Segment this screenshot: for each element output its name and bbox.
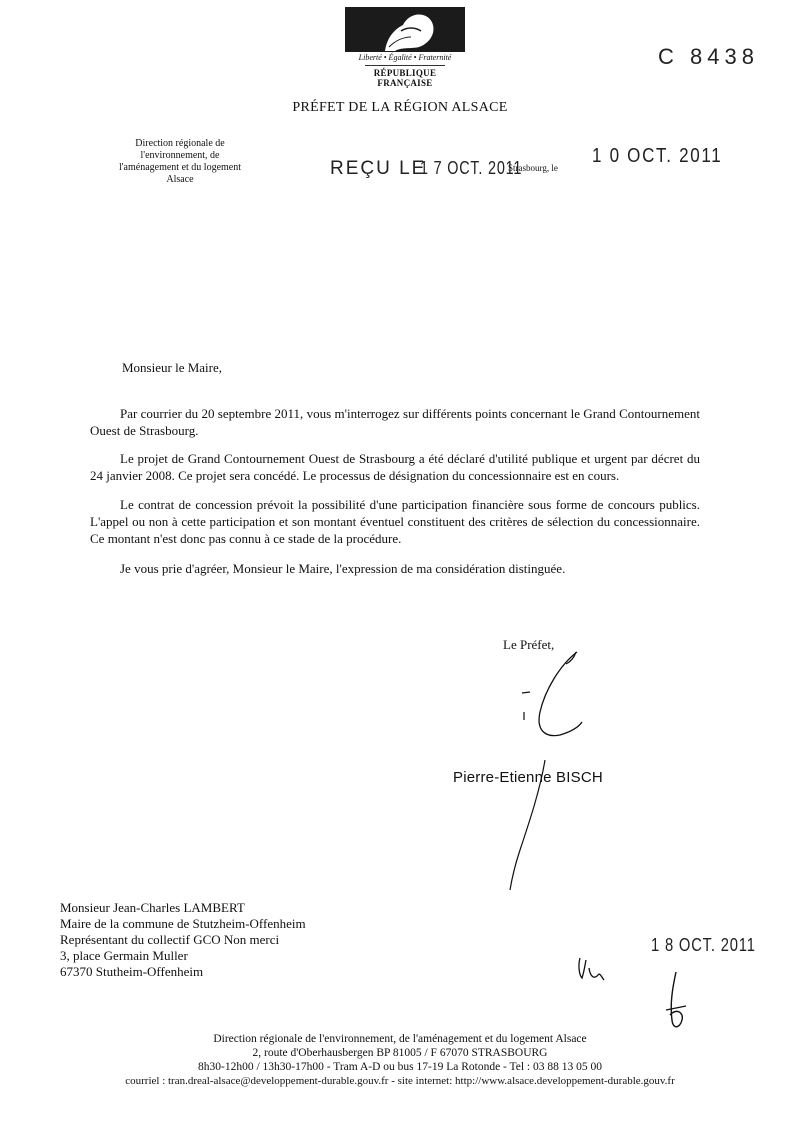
- footer-line: courriel : tran.dreal-alsace@developpement-durable.gouv.fr - site internet: http://www.alsace.developpement-durable.gouv.fr: [125, 1075, 675, 1087]
- sender-department-line: l'aménagement et du logement: [118, 162, 242, 173]
- closing-formula: Je vous prie d'agréer, Monsieur le Maire, l'expression de ma considération distinguée.: [120, 561, 566, 576]
- letter-place: Strasbourg, le: [508, 163, 558, 173]
- sender-department-line: Direction régionale de: [135, 138, 225, 149]
- issuer-title: PRÉFET DE LA RÉGION ALSACE: [292, 100, 508, 115]
- letter-date-stamp: 1 0 OCT. 2011: [592, 145, 723, 167]
- salutation: Monsieur le Maire,: [122, 360, 223, 375]
- footer-contact: [0, 1032, 800, 1088]
- logo-country-name: RÉPUBLIQUE FRANÇAISE: [373, 68, 437, 88]
- footer-line: 8h30-12h00 / 13h30-17h00 - Tram A-D ou bus 17-19 La Rotonde - Tel : 03 88 13 05 00: [197, 1061, 603, 1073]
- sender-department-line: Alsace: [166, 174, 194, 185]
- signer-name: Pierre-Etienne BISCH: [453, 769, 603, 786]
- recipient-line: Maire de la commune de Stutzheim-Offenheim: [60, 916, 306, 931]
- recipient-line: Représentant du collectif GCO Non merci: [60, 932, 280, 947]
- received-stamp-label: REÇU LE: [330, 158, 427, 179]
- letter-paragraph-text: Par courrier du 20 septembre 2011, vous m'interrogez sur différents points concernant le Grand Contournement Ouest de Strasbourg.: [90, 406, 700, 438]
- footer-line: Direction régionale de l'environnement, de l'aménagement et du logement Alsace: [213, 1033, 587, 1045]
- recipient-line: 3, place Germain Muller: [60, 948, 188, 963]
- received-stamp-date: 1 7 OCT. 2011: [420, 158, 523, 178]
- signer-title: Le Préfet,: [503, 637, 555, 652]
- logo-motto: Liberté • Égalité • Fraternité: [358, 53, 452, 62]
- recipient-line: Monsieur Jean-Charles LAMBERT: [60, 900, 245, 915]
- letter-paragraph-text: Le contrat de concession prévoit la possibilité d'une participation financière sous forme de concours publics. L'appel ou non à cette participation et son montant éventuel constituent des critères de sélection du concessionnaire. Ce montant n'est donc pas connu à ce stade de la procédure.: [90, 497, 700, 546]
- sender-department-line: l'environnement, de: [140, 150, 220, 161]
- recipient-address: [60, 900, 306, 980]
- reference-number-stamp: C 8438: [658, 44, 759, 69]
- footer-line: 2, route d'Oberhausbergen BP 81005 / F 67070 STRASBOURG: [252, 1047, 548, 1059]
- second-date-stamp: 1 8 OCT. 2011: [651, 935, 756, 955]
- recipient-line: 67370 Stutheim-Offenheim: [60, 964, 204, 979]
- letter-paragraph-text: Le projet de Grand Contournement Ouest de Strasbourg a été déclaré d'utilité publique et urgent par décret du 24 janvier 2008. Ce projet sera concédé. Le processus de désignation du concessionnaire est en cours.: [90, 451, 700, 483]
